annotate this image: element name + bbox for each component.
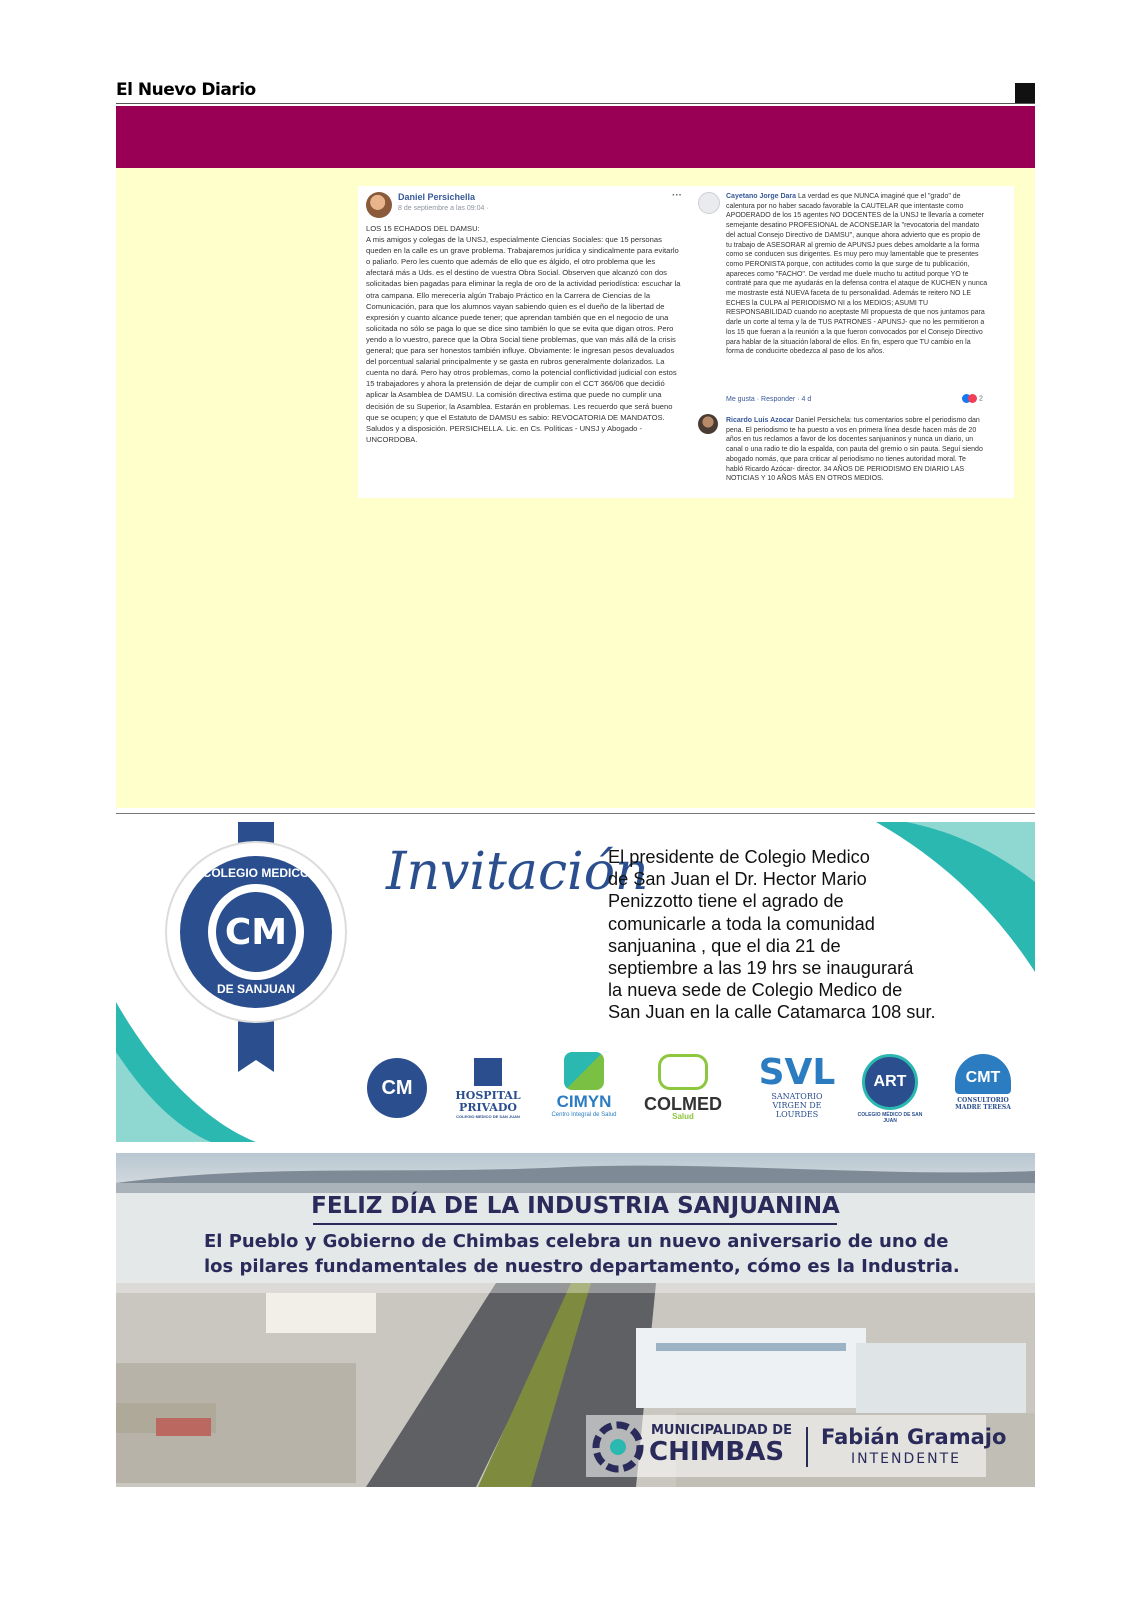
sponsor-svl: SVL SANATORIO VIRGEN DE LOURDES	[758, 1052, 836, 1119]
muni-name: CHIMBAS	[649, 1437, 785, 1467]
cimyn-logo-icon	[564, 1052, 604, 1090]
comment-author: Cayetano Jorge Dara	[726, 193, 797, 200]
commenter-avatar	[698, 192, 720, 214]
magenta-band	[116, 106, 1035, 168]
seal-mark: CM	[224, 912, 288, 953]
header-rule	[116, 103, 1035, 104]
invitation-title: Invitación	[386, 842, 649, 902]
commenter-avatar	[698, 414, 718, 434]
comment-author: Ricardo Luis Azocar	[726, 417, 794, 424]
industry-subtitle: El Pueblo y Gobierno de Chimbas celebra un nuevo aniversario de uno de los pilares fundamentales de nuestro departamento, cómo es la Industria.	[204, 1231, 960, 1277]
section-rule	[116, 813, 1035, 814]
seal-bottom-text: DE SANJUAN	[216, 982, 295, 996]
colmed-hex-icon	[658, 1054, 708, 1090]
comments-column	[694, 186, 1014, 498]
corner-square	[1015, 83, 1035, 103]
mayor-name: Fabián Gramajo	[821, 1425, 1007, 1449]
title-underline	[313, 1223, 837, 1225]
comment-2	[726, 416, 984, 484]
love-icon	[968, 394, 977, 403]
mayor-role: INTENDENTE	[851, 1451, 961, 1467]
comment-actions: Me gusta · Responder · 4 d	[726, 396, 812, 403]
sponsor-colegio-medico	[362, 1058, 432, 1118]
hospital-cross-icon	[474, 1058, 502, 1086]
author-avatar	[366, 192, 392, 218]
post-date: 8 de septiembre a las 09:04 ·	[398, 205, 489, 212]
sponsor-hospital-privado: HOSPITAL PRIVADO COLEGIO MEDICO DE SAN JUAN	[450, 1058, 526, 1119]
invitation-ad	[116, 822, 1035, 1142]
comment-text: La verdad es que NUNCA imaginé que el "grado" de calentura por no haber sacado favorable la CAUTELAR que intentaste como APODERADO de los 15 agentes NO DOCENTES de la UNSJ te llevaría a cometer semejante desatino PROFESIONAL de ACONSEJAR la "revocatoria del mandato del actual Consejo Directivo de DAMSU", aunque ahora advierto que es propio de tu trabajo de ASESORAR al gremio de APUNSJ pues debes amoldarte a la forma como se conducen sus dirigentes. Es muy pero muy lamentable que te presentes como PERONISTA porque, con actitudes como la que surge de tu publicación, apareces como "FACHO". De verdad me duele mucho tu actitud porque YO te contraté para que me ayudarás en la defensa contra el ataque de KUCHEN y nunca me mostraste está NUEVA faceta de tu personalidad. Además te reitero NO LE ECHES la CULPA al PERIODISMO NI a los MEDIOS; ASUMI TU RESPONSABILIDAD cuando no aceptaste MI propuesta de que nos juntamos para darle un corte al tema y la de TUS PATRONES - APUNSJ- que no les permitieron a los 15 que fueran a la reunión a la que fueron convocados por el Consejo Directivo para hablar de la situación laboral de ellos. En fin, espero que TU cambio en la forma de conducirte obedezca al paso de los años.	[726, 193, 988, 356]
sponsor-cmt: CMT CONSULTORIO MADRE TERESA	[944, 1054, 1022, 1111]
reactions	[962, 394, 983, 403]
masthead: El Nuevo Diario	[116, 80, 256, 100]
sponsor-art: ART COLEGIO MÉDICO DE SAN JUAN	[854, 1054, 926, 1124]
chimbas-logo-icon	[592, 1421, 644, 1473]
industry-ad	[116, 1153, 1035, 1487]
facebook-screenshot	[358, 186, 1014, 498]
industry-title: FELIZ DÍA DE LA INDUSTRIA SANJUANINA	[311, 1193, 840, 1219]
seal-top-text: COLEGIO MEDICO	[202, 866, 310, 880]
sponsor-colmed: COLMED Salud	[638, 1054, 728, 1121]
sponsor-logo-icon: CM	[367, 1058, 427, 1118]
more-options-icon: ···	[672, 190, 682, 201]
sponsor-cimyn: CIMYN Centro Integral de Salud	[544, 1052, 624, 1118]
post-author: Daniel Persichella	[398, 192, 476, 202]
invitation-text: El presidente de Colegio Medico de San Juan el Dr. Hector Mario Penizzotto tiene el agrado de comunicarle a toda la comunidad sanjuanina , que el dia 21 de septiembre a las 19 hrs se inaugurará la nueva sede de Colegio Medico de San Juan en la calle Catamarca 108 sur.	[608, 847, 936, 1023]
comment-1	[726, 192, 988, 357]
reaction-count: 2	[978, 395, 983, 403]
comment-text: Daniel Persichela: tus comentarios sobre el periodismo dan pena. El periodismo te ha puesto a vos en primera línea desde hacen más de 20 años en tus reclamos a favor de los docentes sanjuaninos y nunca un diario, un canal o una radio te dio la espalda, con pauta del gremio o sin pauta. Seguí siendo abogado nomás, que para criticar al periodismo no tienes autoridad moral. Te habló Ricardo Azócar- director. 34 AÑOS DE PERIODISMO EN DIARIO LAS NOTICIAS Y 10 AÑOS MÁS EN OTROS MEDIOS.	[726, 417, 983, 483]
post-body: LOS 15 ECHADOS DEL DAMSU: A mis amigos y colegas de la UNSJ, especialmente Ciencias Sociales: que 15 personas queden en la calle es un grave problema. Trabajaremos jurídica y sindicalmente para evitarlo o paliarlo. Pero les cuento que además de ello que es álgido, el otro problema que les afectará más a Uds. es el destino de vuestra Obra Social. Observen que alcanzó con dos solicitadas bien pagadas para eliminar la regla de oro de la actividad periodística: escuchar la otra campana. Ello merecería algún Trabajo Práctico en la Carrera de Ciencias de la Comunicación, para que los alumnos vayan sabiendo quien es el dueño de la libertad de expresión y cuanto alcance puede tener; que aprendan también que en el negocio de una solicitada no sólo se paga lo que se dice sino también lo que se evita que digan otros. Pero yendo a lo vuestro, parece que la Obra Social tiene problemas, que van más allá de la crisis general; que para ser honestos también influye. Obviamente: le ingresan pesos devaluados del porcentual salarial principalmente y se gasta en rubros generalmente dolarizados. La cuenta no dará. Pero hay otros problemas, como la potencial conflictividad judicial con estos 15 trabajadores y ahora la pretensión de dejar de cumplir con el CCT 366/06 que decidió aplicar la Asamblea de DAMSU. La comisión directiva estima que puede no cumplir una decisión de su Superior, la Asamblea. Estarán en problemas. Les recuerdo que será bueno que se ocupen; y que el Estatuto de DAMSU es sabio: REVOCATORIA DE MANDATOS. Saludos y a disposición. PERSICHELLA. Lic. en Cs. Políticas - UNSJ y Abogado - UNCORDOBA.	[366, 224, 681, 444]
logo-divider	[806, 1427, 808, 1467]
muni-label: MUNICIPALIDAD DE	[651, 1423, 792, 1438]
